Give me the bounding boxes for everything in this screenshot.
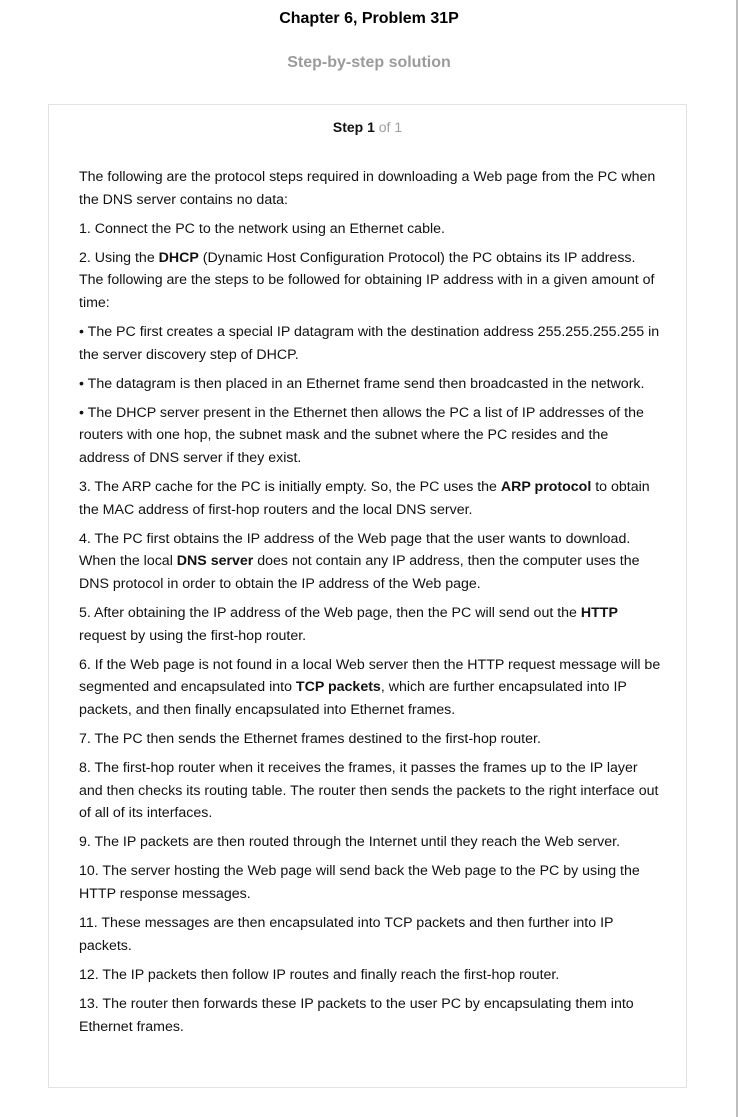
step-10-paragraph: 10. The server hosting the Web page will send back the Web page to the PC by using the HTTP response messages.	[79, 863, 640, 902]
step-13-paragraph: 13. The router then forwards these IP packets to the user PC by encapsulating them into Ethernet frames.	[79, 996, 634, 1035]
step-4-paragraph	[79, 528, 661, 596]
step-5-prefix: 5. After obtaining the IP address of the Web page, then the PC will send out the	[79, 605, 581, 621]
dns-server-term: DNS server	[176, 553, 254, 570]
step-3-prefix: 3. The ARP cache for the PC is initially empty. So, the PC uses the	[79, 479, 501, 496]
step-9-paragraph: 9. The IP packets are then routed through the Internet until they reach the Web server.	[79, 834, 621, 851]
step-5-paragraph	[79, 602, 661, 647]
http-term: HTTP	[580, 605, 618, 621]
step-4-prefix: 4. The PC first obtains the IP address of the Web page that the user wants to download. When the local	[79, 530, 631, 570]
intro-paragraph: The following are the protocol steps required in downloading a Web page from the PC when the DNS server contains no data:	[79, 169, 656, 208]
step-label: Step 1	[332, 119, 375, 135]
step-8-paragraph: 8. The first-hop router when it receives the frames, it passes the frames up to the IP layer and then checks its routing table. The router then sends the packets to the right interface out of all of its interfaces.	[79, 760, 659, 822]
step-7-paragraph: 7. The PC then sends the Ethernet frames destined to the first-hop router.	[79, 730, 541, 747]
bullet-1-paragraph: • The PC first creates a special IP datagram with the destination address 255.255.255.255 in the server discovery step of DHCP.	[79, 324, 660, 363]
solution-content	[79, 166, 661, 1045]
step-1-paragraph: 1. Connect the PC to the network using an Ethernet cable.	[79, 220, 445, 237]
step-5-suffix: request by using the first-hop router.	[79, 627, 307, 644]
bullet-2-paragraph: • The datagram is then placed in an Ethernet frame send then broadcasted in the network.	[79, 375, 645, 392]
step-3-suffix: to obtain the MAC address of first-hop routers and the local DNS server.	[79, 479, 650, 518]
step-11-paragraph: 11. These messages are then encapsulated into TCP packets and then further into IP packets.	[79, 915, 614, 954]
step-2-suffix: (Dynamic Host Configuration Protocol) the PC obtains its IP address. The following are the steps to be followed for obtaining IP address with in a given amount of time:	[79, 249, 655, 311]
step-6-paragraph	[79, 654, 661, 722]
arp-term: ARP protocol	[500, 479, 592, 496]
dhcp-term: DHCP	[158, 249, 199, 266]
step-6-suffix: , which are further encapsulated into IP packets, and then finally encapsulated into Ethernet frames.	[79, 679, 627, 718]
step-3-paragraph	[79, 476, 661, 521]
step-header	[49, 119, 686, 135]
step-2-prefix: 2. Using the	[79, 249, 159, 266]
step-6-prefix: 6. If the Web page is not found in a local Web server then the HTTP request message will be segmented and encapsulated into	[79, 656, 661, 696]
step-4-suffix: does not contain any IP address, then the computer uses the DNS protocol in order to obtain the IP address of the Web page.	[79, 553, 640, 592]
step-count: of 1	[378, 119, 403, 135]
step-2-paragraph	[79, 247, 661, 315]
tcp-packets-term: TCP packets	[295, 679, 381, 696]
solution-subtitle: Step-by-step solution	[287, 54, 451, 71]
step-12-paragraph: 12. The IP packets then follow IP routes and finally reach the first-hop router.	[79, 966, 560, 983]
solution-card	[48, 104, 687, 1088]
page-title: Chapter 6, Problem 31P	[279, 10, 459, 27]
bullet-3-paragraph: • The DHCP server present in the Ethernet then allows the PC a list of IP addresses of the routers with one hop, the subnet mask and the subnet where the PC resides and the address of DNS server if they exist.	[79, 404, 644, 466]
